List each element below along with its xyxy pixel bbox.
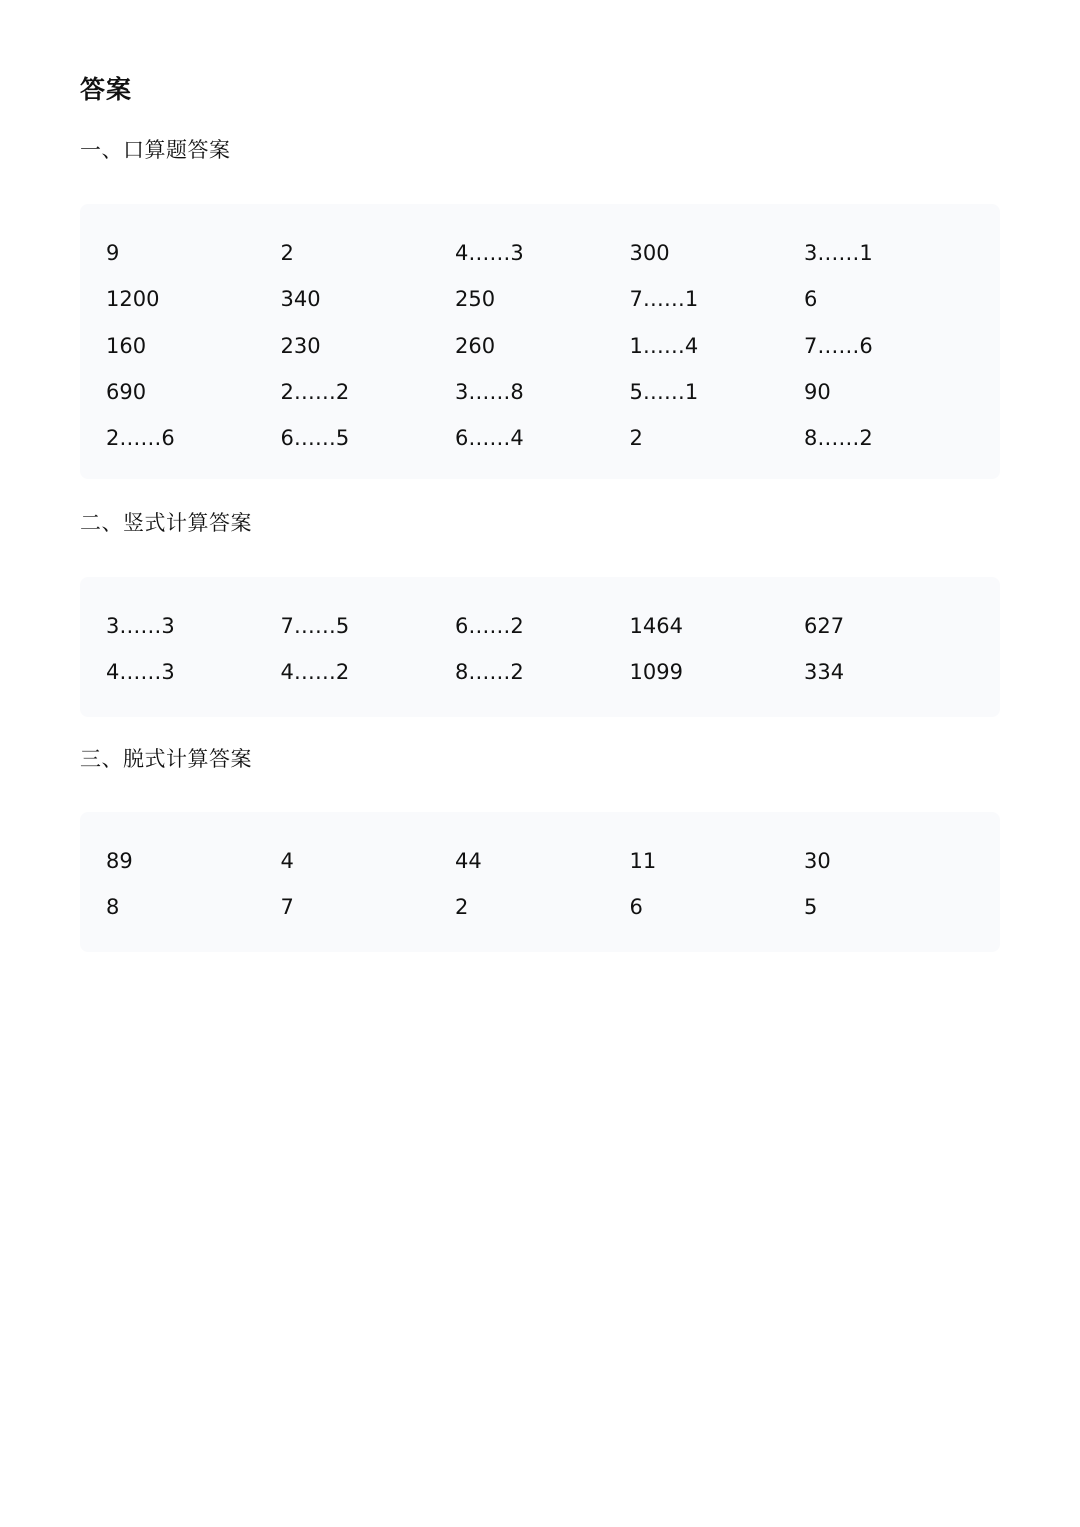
answer-cell: 250 — [455, 287, 496, 312]
answer-cell: 2……6 — [106, 426, 175, 451]
section-heading-vertical-calculation: 二、竖式计算答案 — [80, 511, 252, 535]
answer-cell: 3……1 — [804, 241, 873, 266]
answer-cell: 8……2 — [455, 660, 524, 685]
answer-cell: 230 — [280, 333, 321, 358]
answer-cell: 1099 — [629, 660, 683, 685]
answer-cell: 4 — [280, 849, 294, 874]
answer-cell: 4……2 — [280, 660, 350, 685]
answer-cell: 11 — [629, 849, 657, 874]
answer-cell: 7 — [280, 895, 294, 920]
answer-row — [106, 230, 1000, 276]
answer-cell: 4……3 — [455, 241, 524, 266]
answer-box-vertical-calculation — [80, 577, 1000, 717]
answer-cell: 6 — [629, 895, 643, 920]
answer-cell: 6……5 — [280, 426, 350, 451]
answer-row — [106, 369, 1000, 415]
answer-cell: 4……3 — [106, 660, 175, 685]
answer-box-oral-calculation — [80, 204, 1000, 479]
answer-cell: 7……1 — [629, 287, 699, 312]
answer-cell: 2 — [280, 241, 294, 266]
answer-cell: 1200 — [106, 287, 160, 312]
answer-row — [106, 323, 1000, 369]
answer-cell: 5……1 — [629, 379, 699, 404]
answer-cell: 89 — [106, 849, 133, 874]
answer-box-step-calculation — [80, 812, 1000, 952]
section-heading-step-calculation: 三、脱式计算答案 — [80, 747, 252, 771]
answer-cell: 3……3 — [106, 614, 175, 639]
answer-cell: 300 — [629, 241, 670, 266]
answer-cell: 5 — [804, 895, 818, 920]
answer-cell: 334 — [804, 660, 845, 685]
answer-cell: 627 — [804, 614, 845, 639]
answer-cell: 7……6 — [804, 333, 873, 358]
answer-cell: 260 — [455, 333, 496, 358]
section-heading-oral-calculation: 一、口算题答案 — [80, 138, 231, 162]
answer-cell: 1……4 — [629, 333, 699, 358]
answer-cell: 6 — [804, 287, 818, 312]
answer-cell: 160 — [106, 333, 147, 358]
answer-cell: 6……4 — [455, 426, 524, 451]
answer-cell: 2 — [629, 426, 643, 451]
answer-cell: 6……2 — [455, 614, 524, 639]
answer-cell: 90 — [804, 379, 831, 404]
answer-cell: 8 — [106, 895, 120, 920]
answer-row — [106, 603, 1000, 649]
answer-row — [106, 838, 1000, 884]
answer-row — [106, 415, 1000, 461]
answer-cell: 690 — [106, 379, 147, 404]
answer-cell: 1464 — [629, 614, 683, 639]
answer-cell: 9 — [106, 241, 120, 266]
answer-cell: 8……2 — [804, 426, 873, 451]
answer-cell: 2 — [455, 895, 469, 920]
answer-cell: 3……8 — [455, 379, 524, 404]
page-title: 答案 — [80, 75, 133, 104]
answer-row — [106, 649, 1000, 695]
answer-cell: 340 — [280, 287, 321, 312]
answer-row — [106, 276, 1000, 322]
answer-cell: 30 — [804, 849, 831, 874]
answer-row — [106, 884, 1000, 930]
answer-cell: 2……2 — [280, 379, 350, 404]
answer-cell: 7……5 — [280, 614, 350, 639]
answer-cell: 44 — [455, 849, 482, 874]
